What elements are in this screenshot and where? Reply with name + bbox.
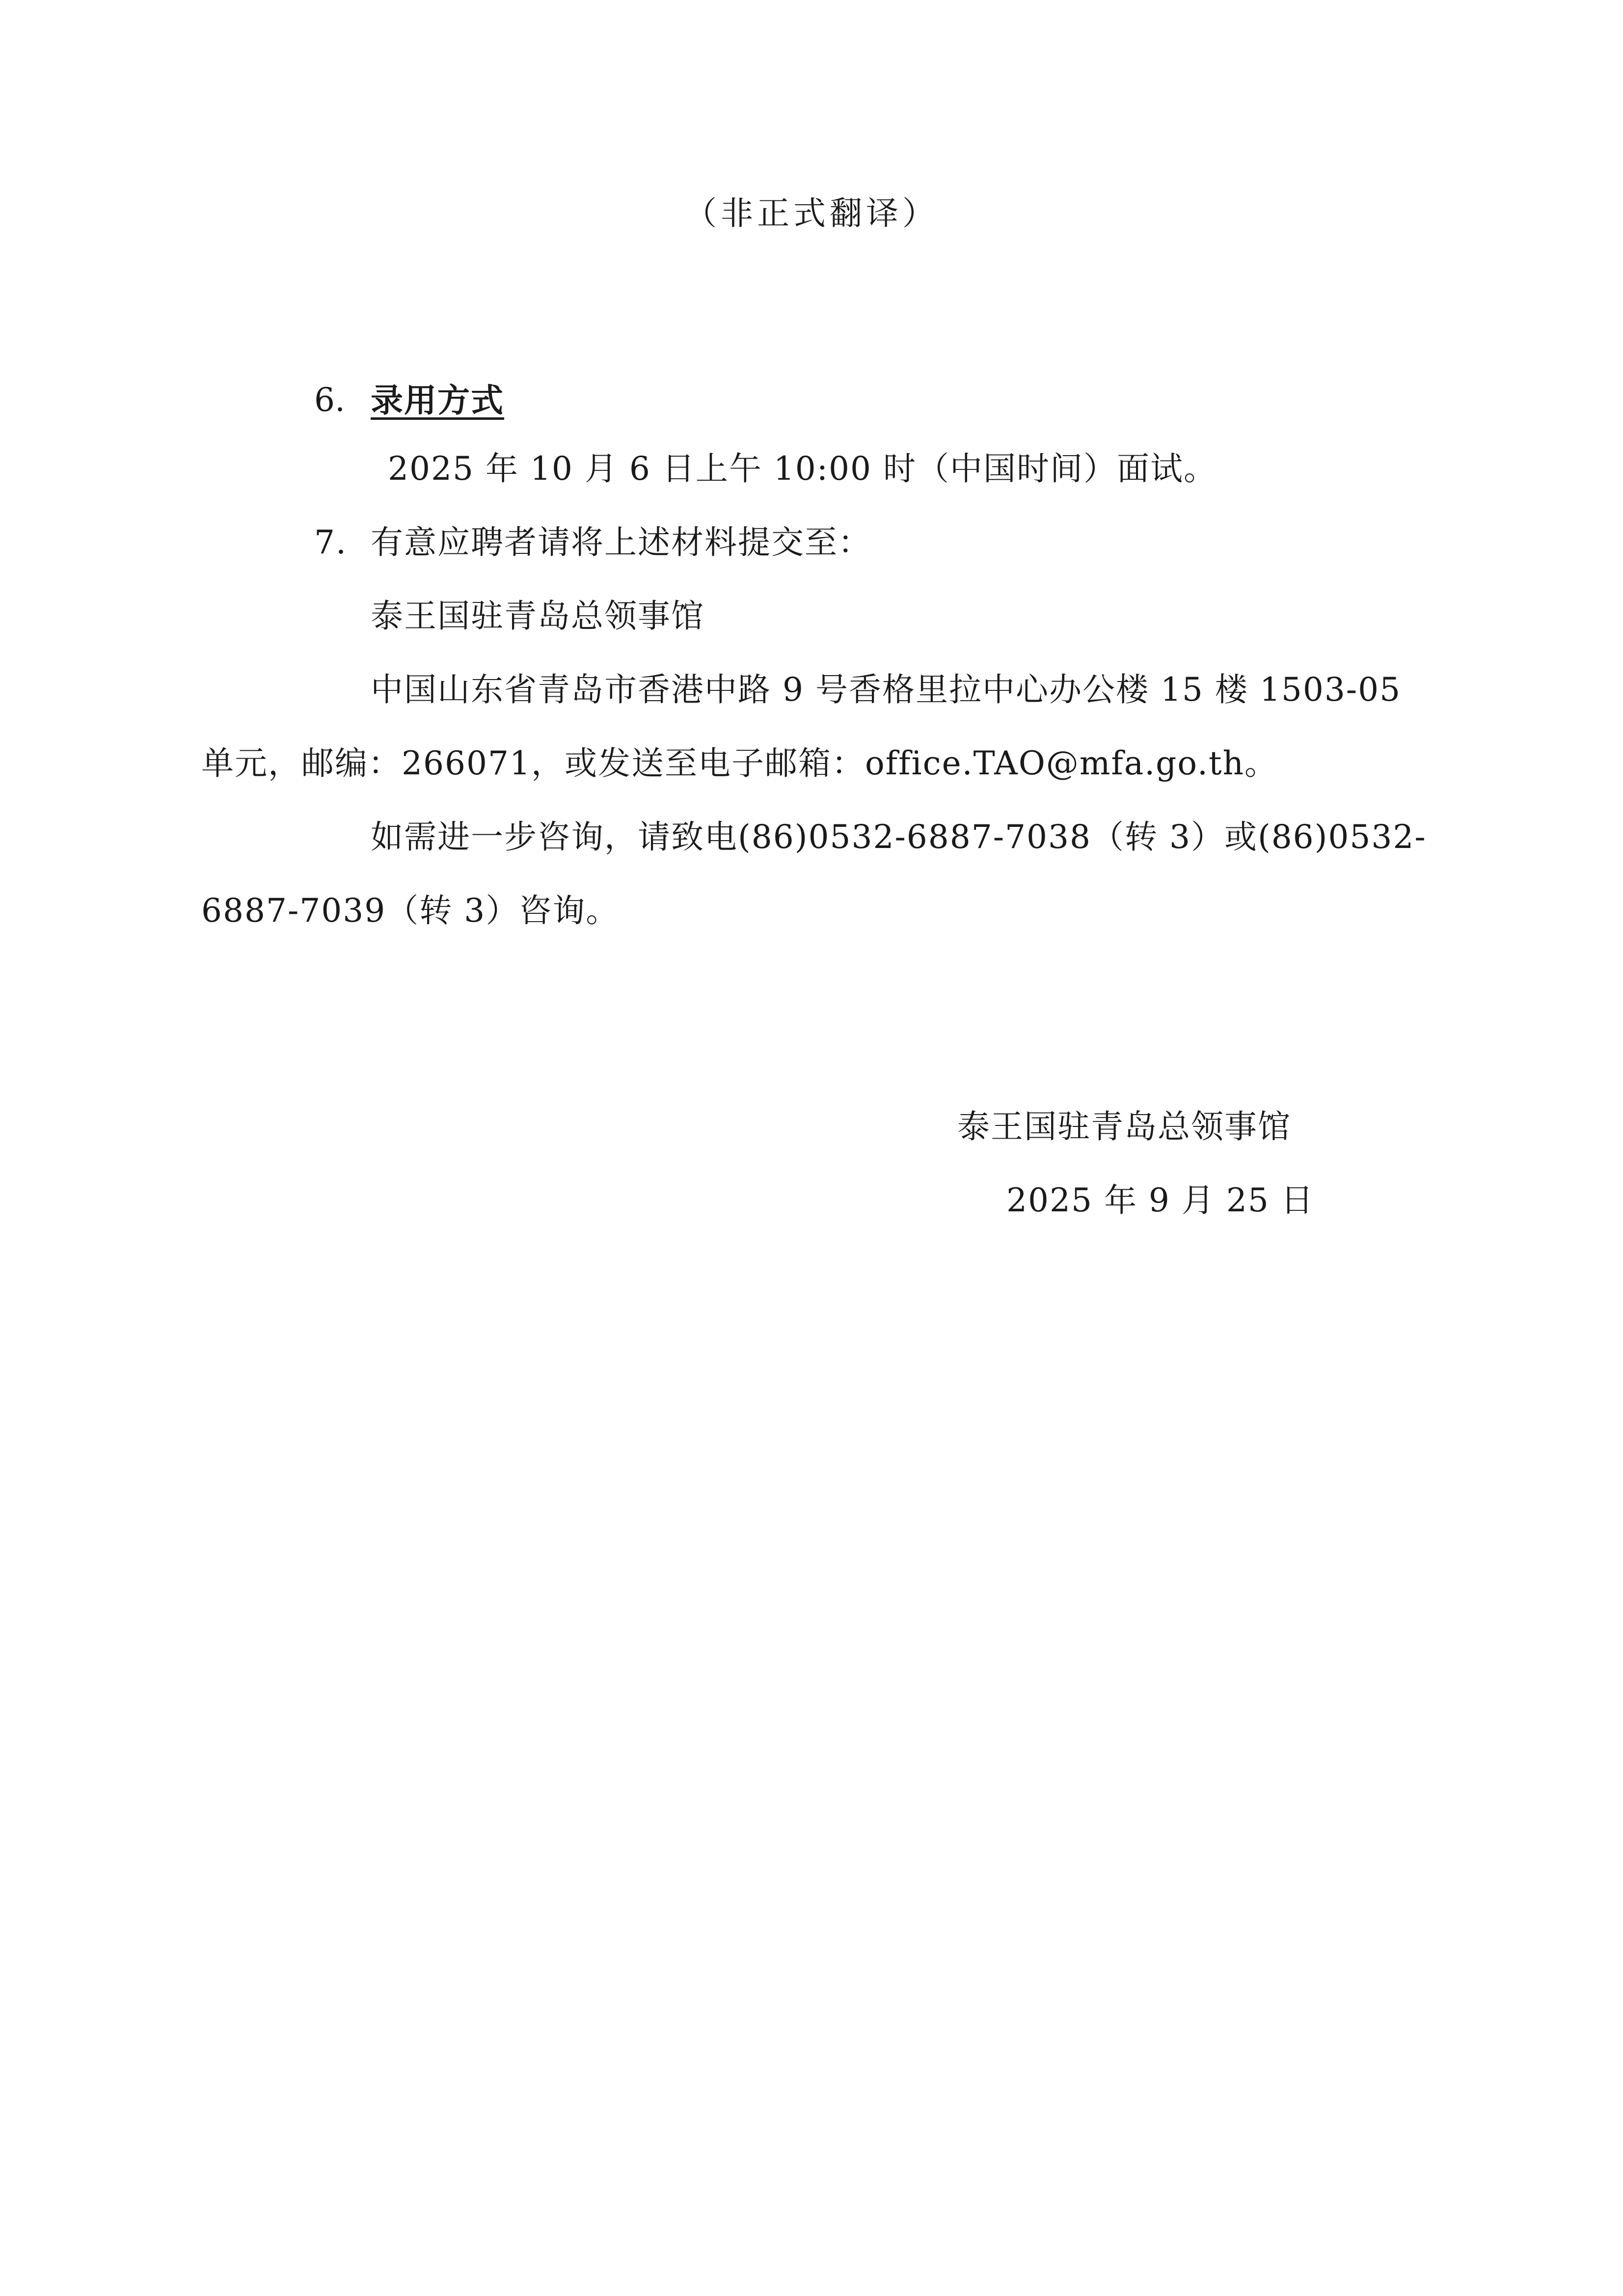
recipient-name: 泰王国驻青岛总领事馆 xyxy=(371,597,704,635)
section-6-title xyxy=(371,378,504,423)
address-line-1: 中国山东省青岛市香港中路 9 号香格里拉中心办公楼 15 楼 1503-05 xyxy=(371,671,1402,709)
inquiry-line-2: 6887-7039（转 3）咨询。 xyxy=(201,892,620,929)
signature-issuer: 泰王国驻青岛总领事馆 xyxy=(957,1108,1291,1146)
section-6-title-text: 录用方式 xyxy=(371,381,504,419)
section-6-number-text: 6. xyxy=(314,381,345,419)
signature-date: 2025 年 9 月 25 日 xyxy=(1006,1181,1314,1219)
unofficial-translation-note: （非正式翻译） xyxy=(684,194,939,232)
section-7-number: 7. xyxy=(314,523,347,561)
inquiry-line-1: 如需进一步咨询，请致电(86)0532-6887-7038（转 3）或(86)0532- xyxy=(371,818,1427,856)
section-6-number xyxy=(314,378,345,422)
address-line-2: 单元，邮编：266071，或发送至电子邮箱：office.TAO@mfa.go.th。 xyxy=(201,744,1278,782)
interview-schedule: 2025 年 10 月 6 日上午 10:00 时（中国时间）面试。 xyxy=(388,450,1217,488)
submission-instruction: 有意应聘者请将上述材料提交至： xyxy=(371,523,871,561)
